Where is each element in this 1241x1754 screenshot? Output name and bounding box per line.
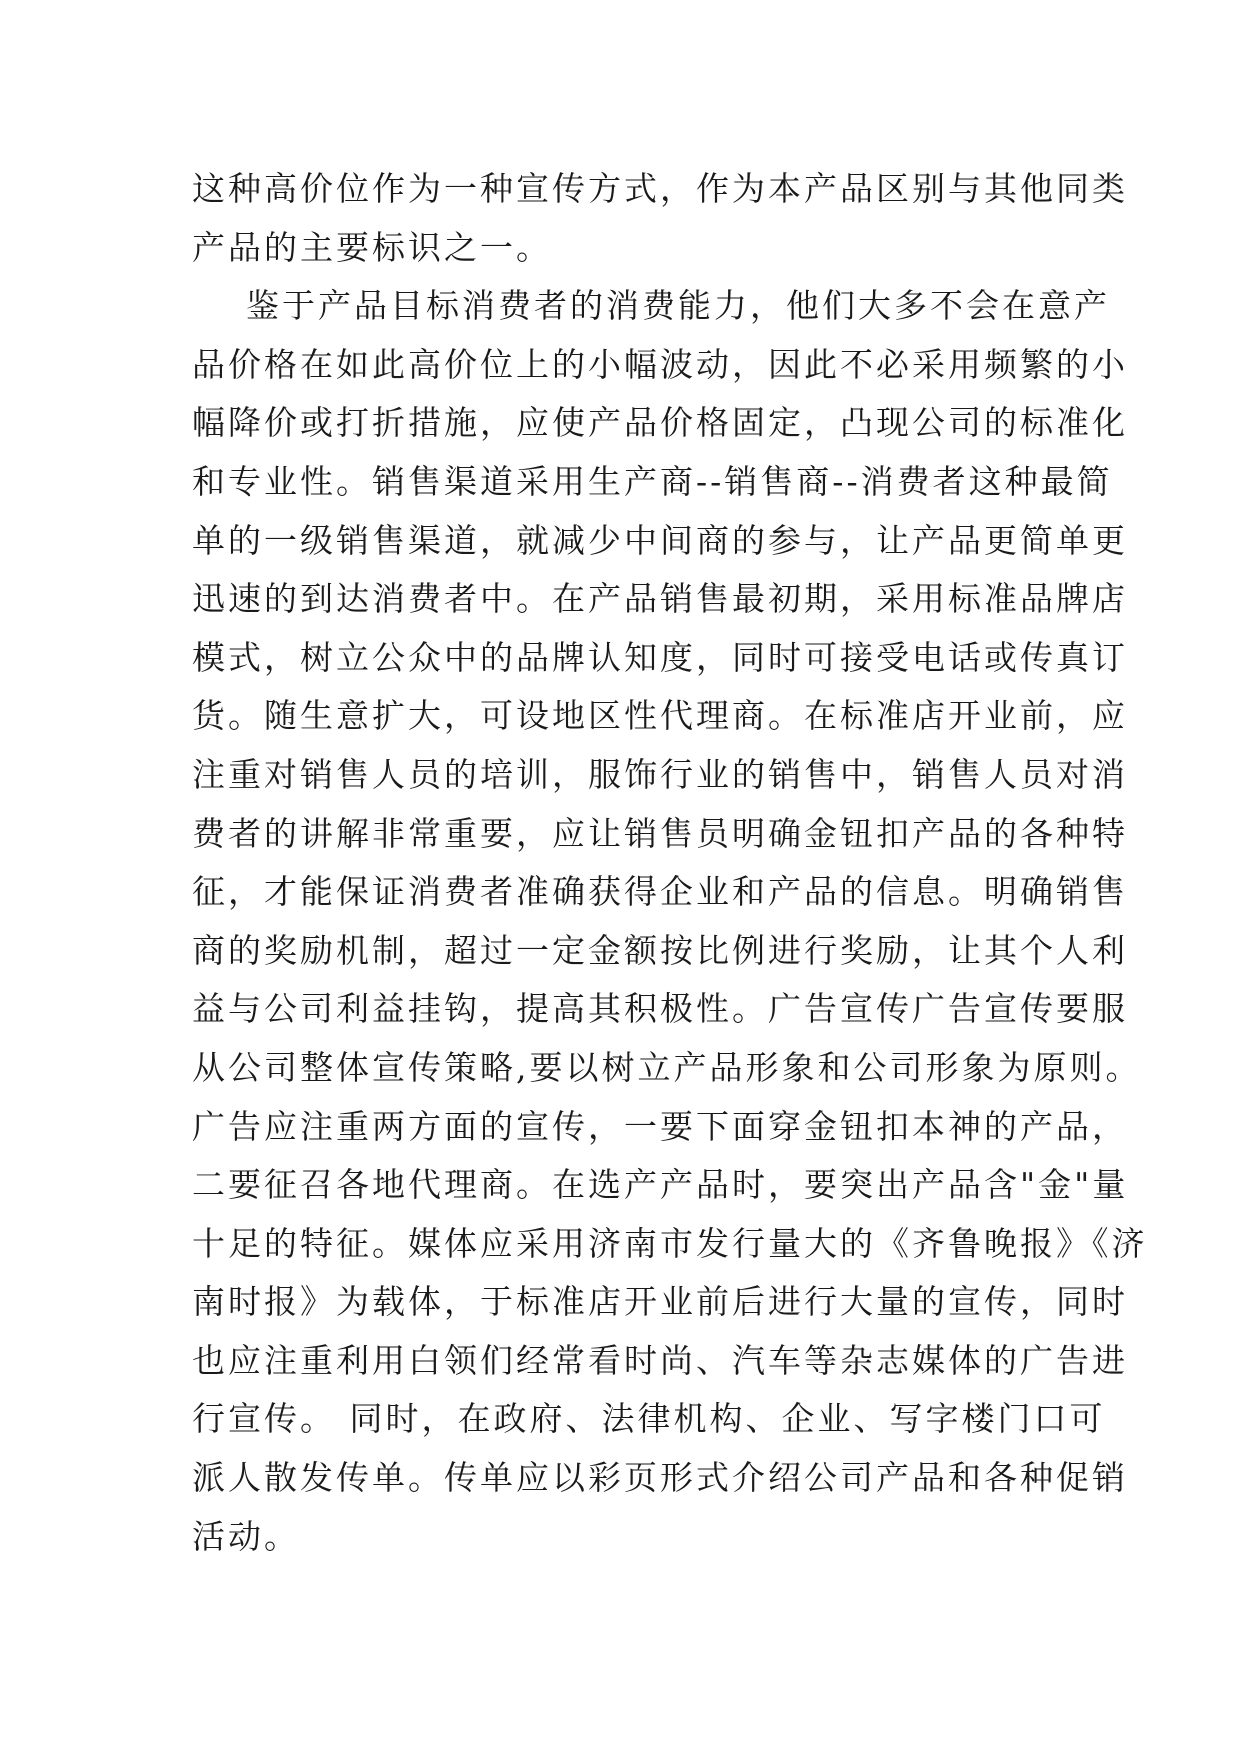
text-line: 这种高价位作为一种宣传方式，作为本产品区别与其他同类 [192, 169, 1128, 208]
text-line: 迅速的到达消费者中。在产品销售最初期，采用标准品牌店 [192, 579, 1128, 619]
text-line: 南时报》为载体，于标准店开业前后进行大量的宣传，同时 [192, 1282, 1128, 1322]
text-line: 鉴于产品目标消费者的消费能力，他们大多不会在意产 [192, 286, 1110, 326]
text-line: 幅降价或打折措施，应使产品价格固定，凸现公司的标准化 [192, 403, 1128, 443]
body-text [192, 160, 1148, 1566]
text-line: 模式，树立公众中的品牌认知度，同时可接受电话或传真订 [192, 637, 1128, 677]
text-line: 派人散发传单。传单应以彩页形式介绍公司产品和各种促销 [192, 1458, 1128, 1498]
text-line: 和专业性。销售渠道采用生产商--销售商--消费者这种最简 [192, 461, 1113, 501]
text-line: 从公司整体宣传策略,要以树立产品形象和公司形象为原则。 [192, 1047, 1142, 1087]
text-line: 注重对销售人员的培训，服饰行业的销售中，销售人员对消 [192, 754, 1128, 794]
text-line: 行宣传。 同时，在政府、法律机构、企业、写字楼门口可 [192, 1399, 1106, 1439]
text-line: 费者的讲解非常重要，应让销售员明确金钮扣产品的各种特 [192, 813, 1128, 853]
text-line: 十足的特征。媒体应采用济南市发行量大的《齐鲁晚报》《济 [192, 1223, 1148, 1263]
text-line: 二要征召各地代理商。在选产产品时，要突出产品含"金"量 [192, 1165, 1129, 1205]
text-line: 产品的主要标识之一。 [192, 227, 552, 267]
text-line: 也应注重利用白领们经常看时尚、汽车等杂志媒体的广告进 [192, 1340, 1128, 1380]
text-line: 品价格在如此高价位上的小幅波动，因此不必采用频繁的小 [192, 344, 1128, 384]
text-line: 征，才能保证消费者准确获得企业和产品的信息。明确销售 [192, 872, 1128, 912]
text-line: 益与公司利益挂钩，提高其积极性。广告宣传广告宣传要服 [192, 989, 1128, 1029]
text-line: 单的一级销售渠道，就减少中间商的参与，让产品更简单更 [192, 520, 1128, 560]
text-line: 货。随生意扩大，可设地区性代理商。在标准店开业前，应 [192, 696, 1128, 736]
text-line: 活动。 [192, 1516, 300, 1556]
text-line: 广告应注重两方面的宣传，一要下面穿金钮扣本神的产品， [192, 1106, 1128, 1146]
text-line: 商的奖励机制，超过一定金额按比例进行奖励，让其个人利 [192, 930, 1128, 970]
